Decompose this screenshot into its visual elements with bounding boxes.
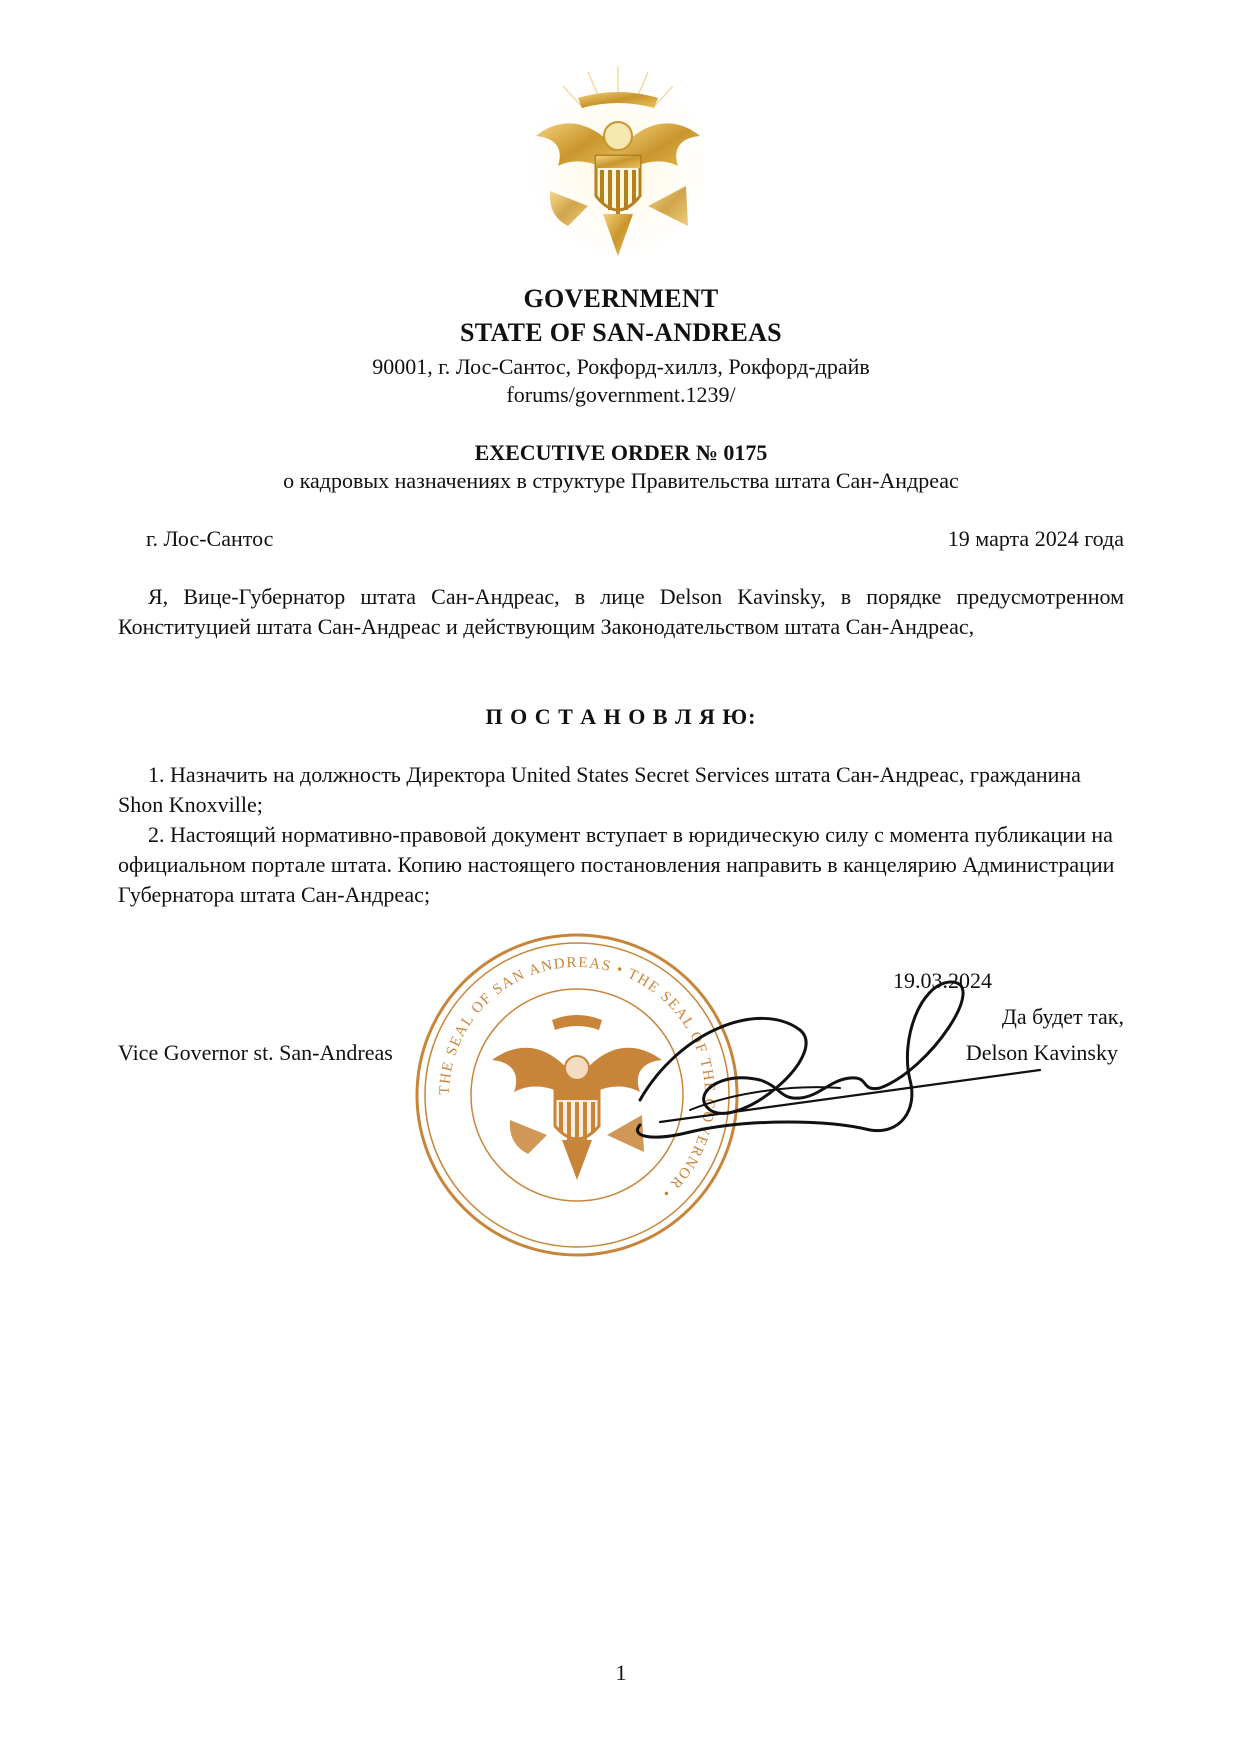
seal-ring-text: THE SEAL OF SAN ANDREAS • THE SEAL OF THE GOVERNOR • bbox=[436, 954, 718, 1202]
order-items bbox=[118, 760, 1124, 910]
order-subtitle: о кадровых назначениях в структуре Правительства штата Сан-Андреас bbox=[283, 468, 959, 493]
header-address: 90001, г. Лос-Сантос, Рокфорд-хиллз, Рокфорд-драйв bbox=[372, 354, 870, 379]
handwritten-signature bbox=[600, 960, 1060, 1180]
signature-closing: Да будет так, bbox=[1001, 1004, 1124, 1029]
signature-date: 19.03.2024 bbox=[893, 968, 992, 993]
place: г. Лос-Сантос bbox=[146, 526, 274, 551]
header-state: STATE OF SAN-ANDREAS bbox=[460, 318, 782, 347]
date: 19 марта 2024 года bbox=[947, 526, 1124, 551]
signature-name: Delson Kavinsky bbox=[965, 1040, 1118, 1065]
preamble: Я, Вице-Губернатор штата Сан-Андреас, в лице Delson Kavinsky, в порядке предусмотренном Конституцией штата Сан-Андреас и действующим Законодательством штата Сан-Андреас, bbox=[118, 584, 1124, 639]
header-government: GOVERNMENT bbox=[523, 284, 719, 313]
order-item-2: 2. Настоящий нормативно-правовой документ вступает в юридическую силу с момента публикации на официальном портале штата. Копию настоящего постановления направить в канцелярию Администрации Губернатора штата Сан-Андреас; bbox=[118, 822, 1115, 907]
signature-position: Vice Governor st. San-Andreas bbox=[118, 1040, 393, 1065]
page-number: 1 bbox=[615, 1660, 627, 1685]
order-item-1: 1. Назначить на должность Директора United States Secret Services штата Сан-Андреас, гражданина Shon Knoxville; bbox=[118, 762, 1081, 817]
header-forum-link: forums/government.1239/ bbox=[506, 382, 736, 407]
gold-eagle-emblem bbox=[508, 56, 728, 276]
order-title: EXECUTIVE ORDER № 0175 bbox=[474, 440, 768, 465]
decree-heading: П О С Т А Н О В Л Я Ю: bbox=[485, 704, 757, 729]
